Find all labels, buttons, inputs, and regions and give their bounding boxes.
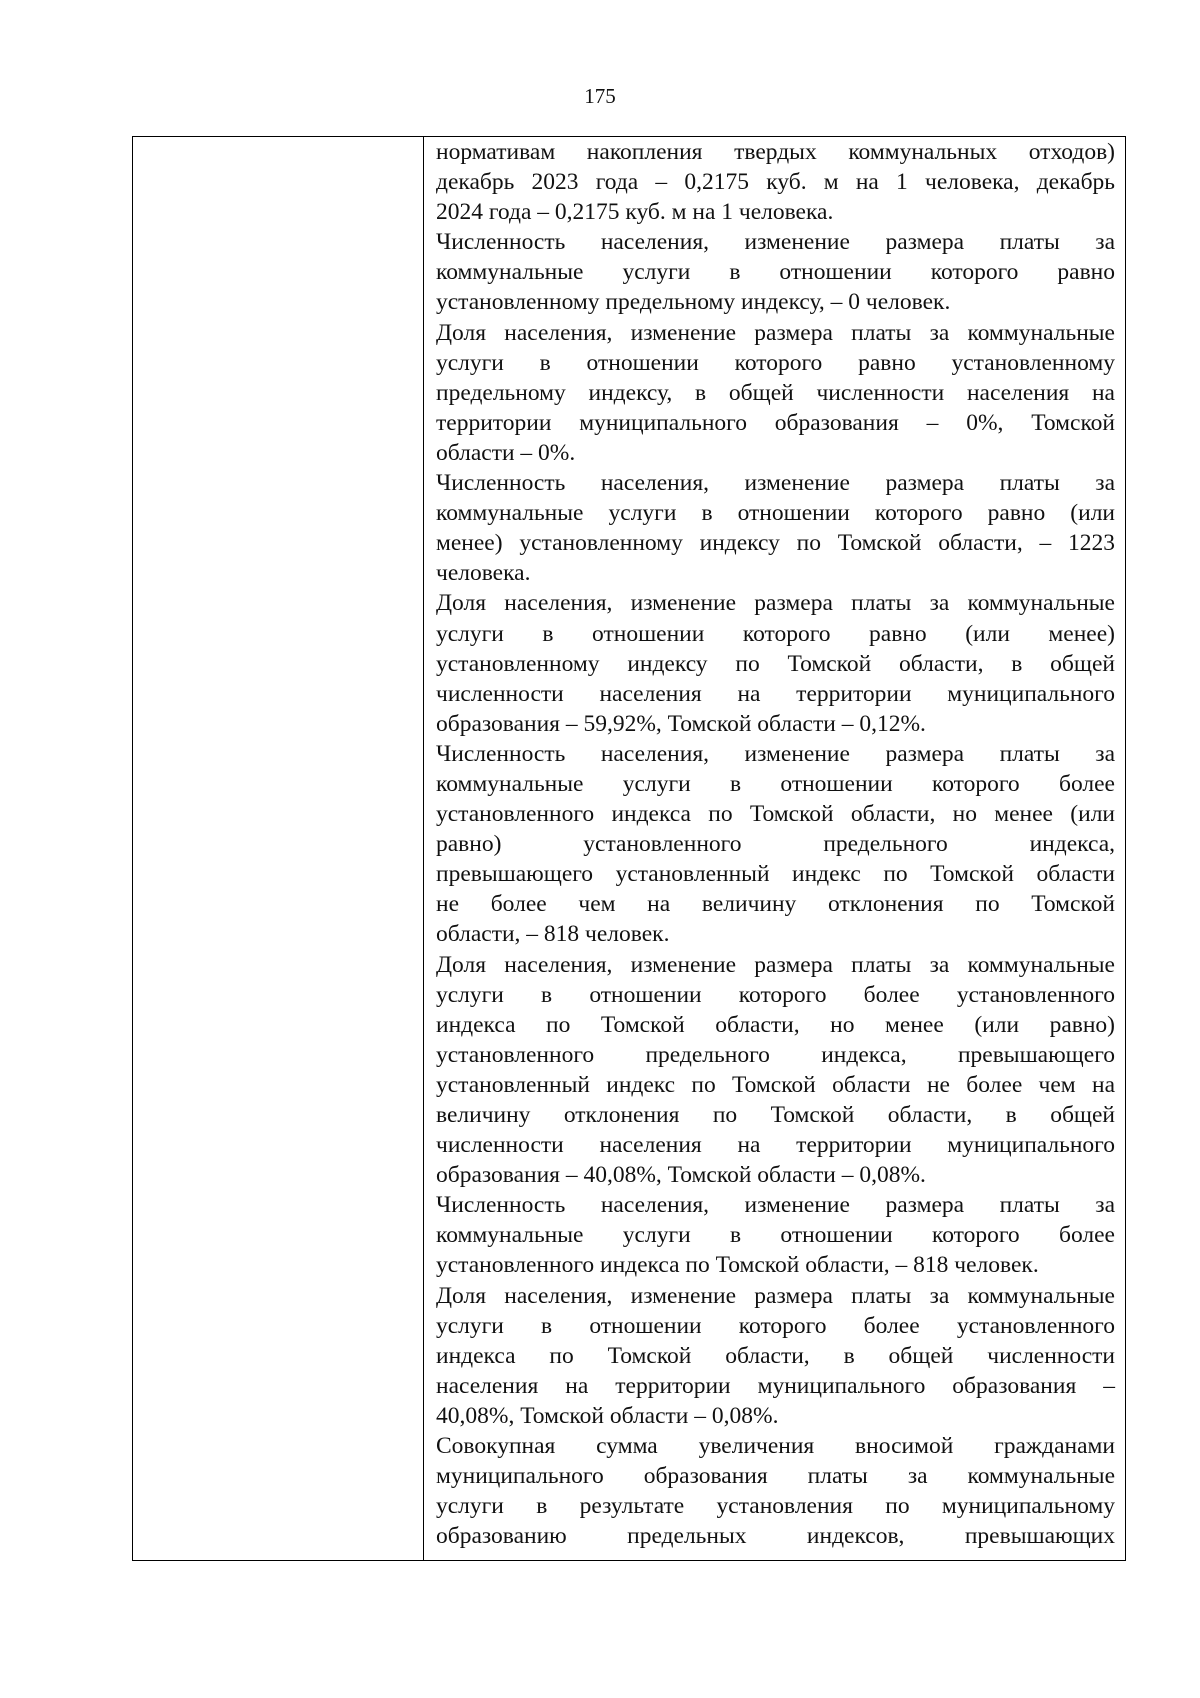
text-line: населения на территории муниципального образования – [436, 1372, 1115, 1399]
table-left-cell [133, 137, 424, 1560]
text-line: установленный индекс по Томской области не более чем на [436, 1071, 1115, 1098]
text-line: услуги в отношении которого более установленного [436, 981, 1115, 1008]
text-line: Доля населения, изменение размера платы за коммунальные [436, 1282, 1115, 1309]
text-line: Численность населения, изменение размера платы за [436, 229, 1115, 256]
text-line: услуги в отношении которого равно (или менее) [436, 620, 1115, 647]
paragraph [436, 1281, 1115, 1431]
text-line: величину отклонения по Томской области, в общей [436, 1102, 1115, 1128]
text-line: Доля населения, изменение размера платы за коммунальные [436, 951, 1115, 978]
text-line: установленного индекса по Томской области, но менее (или [436, 801, 1115, 828]
text-line: индекса по Томской области, в общей численности [436, 1342, 1115, 1369]
text-line: установленного предельного индекса, превышающего [436, 1041, 1115, 1068]
text-line: человека. [436, 560, 531, 587]
text-line: образованию предельных индексов, превышающих [436, 1523, 1115, 1550]
text-line: превышающего установленный индекс по Томской области [436, 861, 1115, 888]
text-line: коммунальные услуги в отношении которого равно [436, 259, 1115, 286]
paragraph [436, 318, 1115, 468]
text-line: предельному индексу, в общей численности населения на [436, 379, 1115, 406]
paragraph [436, 739, 1115, 950]
paragraph [436, 950, 1115, 1191]
text-line: 2024 года – 0,2175 куб. м на 1 человека. [436, 199, 834, 226]
text-line: муниципального образования платы за коммунальные [436, 1463, 1115, 1490]
table-right-cell [424, 137, 1125, 1560]
text-line: области – 0%. [436, 439, 576, 466]
text-line: установленного индекса по Томской области, – 818 человек. [436, 1252, 1039, 1279]
text-line: нормативам накопления твердых коммунальных отходов) [436, 139, 1115, 165]
page-number: 175 [584, 84, 616, 108]
text-line: коммунальные услуги в отношении которого более [436, 1222, 1115, 1249]
text-line: области, – 818 человек. [436, 921, 670, 948]
text-line: услуги в отношении которого равно установленному [436, 349, 1115, 376]
text-line: менее) установленному индексу по Томской области, – 1223 [436, 530, 1115, 557]
text-line: территории муниципального образования – 0%, Томской [436, 409, 1115, 436]
text-line: декабрь 2023 года – 0,2175 куб. м на 1 человека, декабрь [436, 169, 1115, 196]
text-line: численности населения на территории муниципального [436, 1132, 1115, 1159]
text-line: коммунальные услуги в отношении которого равно (или [436, 500, 1115, 527]
text-line: услуги в отношении которого более установленного [436, 1312, 1115, 1339]
text-line: установленному индексу по Томской области, в общей [436, 650, 1115, 677]
text-line: Численность населения, изменение размера платы за [436, 470, 1115, 497]
paragraph [436, 468, 1115, 588]
paragraph [436, 227, 1115, 317]
paragraph [436, 1431, 1115, 1551]
text-line: не более чем на величину отклонения по Томской [436, 891, 1115, 918]
text-line: Численность населения, изменение размера платы за [436, 740, 1115, 767]
text-line: образования – 40,08%, Томской области – 0,08%. [436, 1162, 926, 1189]
paragraph [436, 588, 1115, 738]
text-line: равно) установленного предельного индекса, [436, 831, 1115, 858]
text-line: индекса по Томской области, но менее (или равно) [436, 1011, 1115, 1038]
text-line: образования – 59,92%, Томской области – 0,12%. [436, 710, 926, 737]
paragraph [436, 137, 1115, 227]
text-line: услуги в результате установления по муниципальному [436, 1493, 1115, 1520]
document-table [132, 136, 1126, 1561]
text-line: Доля населения, изменение размера платы за коммунальные [436, 590, 1115, 617]
text-line: численности населения на территории муниципального [436, 680, 1115, 707]
text-line: установленному предельному индексу, – 0 человек. [436, 289, 951, 316]
text-line: Доля населения, изменение размера платы за коммунальные [436, 319, 1115, 346]
text-line: Совокупная сумма увеличения вносимой гражданами [436, 1433, 1115, 1460]
text-line: 40,08%, Томской области – 0,08%. [436, 1402, 779, 1429]
text-line: Численность населения, изменение размера платы за [436, 1192, 1115, 1219]
paragraph [436, 1190, 1115, 1280]
text-line: коммунальные услуги в отношении которого более [436, 770, 1115, 797]
